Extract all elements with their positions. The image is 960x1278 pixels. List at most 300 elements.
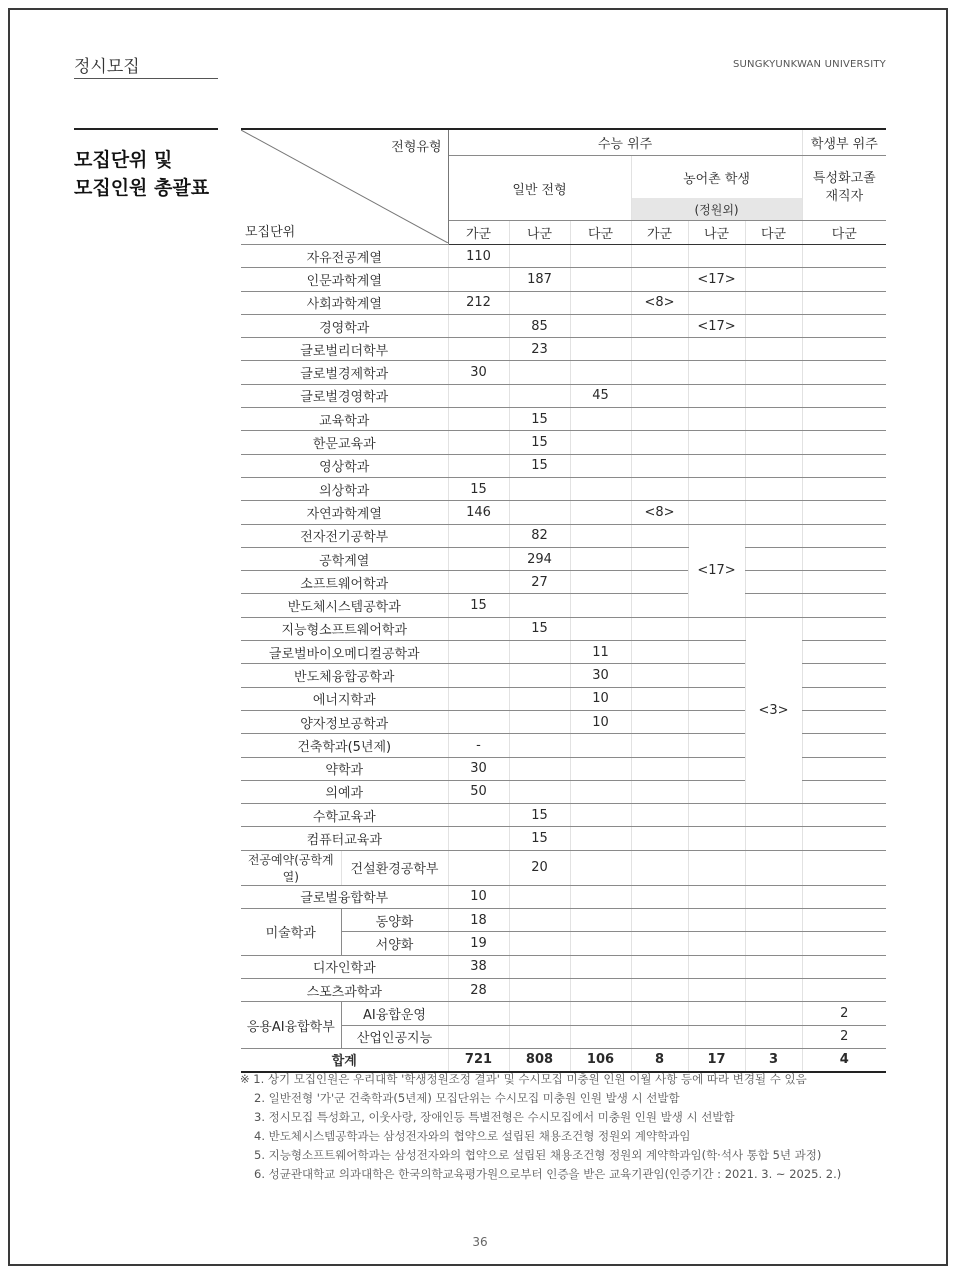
cell-general-na xyxy=(509,291,570,314)
cell-general-na xyxy=(509,978,570,1001)
total-rural-da: 3 xyxy=(745,1048,802,1072)
cell-rural-na xyxy=(688,804,745,827)
unit-name: 컴퓨터교육과 xyxy=(241,827,448,850)
cell-special-da xyxy=(802,780,886,803)
cell-general-na: 15 xyxy=(509,454,570,477)
university-name: SUNGKYUNKWAN UNIVERSITY xyxy=(732,59,886,70)
cell-general-ga: 38 xyxy=(448,955,509,978)
corner-type-label: 전형유형 xyxy=(391,140,442,155)
cell-general-na: 15 xyxy=(509,408,570,431)
cell-general-da xyxy=(570,477,631,500)
cell-rural-ga xyxy=(631,245,688,268)
cell-rural-da xyxy=(745,1025,802,1048)
cell-general-ga xyxy=(448,664,509,687)
unit-name: 수학교육과 xyxy=(241,804,448,827)
title-rule xyxy=(74,128,218,130)
cell-rural-ga xyxy=(631,734,688,757)
cell-rural-da xyxy=(745,477,802,500)
cell-general-da xyxy=(570,955,631,978)
cell-general-na xyxy=(509,734,570,757)
cell-special-da xyxy=(802,885,886,908)
cell-special-da xyxy=(802,245,886,268)
cell-general-ga xyxy=(448,710,509,733)
note-2: 2. 일반전형 '가'군 건축학과(5년제) 모집단위는 수시모집 미충원 인원 발생 시 선발함 xyxy=(254,1091,680,1105)
cell-general-da: 10 xyxy=(570,710,631,733)
cell-special-da xyxy=(802,408,886,431)
table-row xyxy=(241,547,886,570)
cell-general-na xyxy=(509,1025,570,1048)
table-row xyxy=(241,431,886,454)
unit-name: 사회과학계열 xyxy=(241,291,448,314)
table-row xyxy=(241,477,886,500)
cell-general-ga xyxy=(448,827,509,850)
page-number: 36 xyxy=(472,1235,488,1249)
cell-general-na xyxy=(509,664,570,687)
cell-general-da xyxy=(570,617,631,640)
unit-name: 글로벌경영학과 xyxy=(241,384,448,407)
cell-rural-ga xyxy=(631,909,688,932)
cell-rural-da xyxy=(745,384,802,407)
cell-general-ga xyxy=(448,804,509,827)
note-1: ※ 1. 상기 모집인원은 우리대학 '학생정원조정 결과' 및 수시모집 미충원 인원 이월 사항 등에 따라 변경될 수 있음 xyxy=(240,1072,807,1086)
cell-general-ga xyxy=(448,408,509,431)
cell-special-da xyxy=(802,710,886,733)
cell-general-na xyxy=(509,710,570,733)
cell-general-ga: 146 xyxy=(448,501,509,524)
cell-rural-ga xyxy=(631,408,688,431)
cell-general-ga: 30 xyxy=(448,361,509,384)
unit-sub-name: AI융합운영 xyxy=(341,1002,448,1025)
cell-general-da xyxy=(570,1002,631,1025)
unit-name: 글로벌리더학부 xyxy=(241,338,448,361)
cell-general-da xyxy=(570,827,631,850)
cell-general-na xyxy=(509,885,570,908)
cell-special-da xyxy=(802,804,886,827)
cell-special-da xyxy=(802,384,886,407)
cell-general-na: 15 xyxy=(509,617,570,640)
cell-general-da xyxy=(570,245,631,268)
col-general-ga: 가군 xyxy=(448,221,509,245)
cell-general-da xyxy=(570,454,631,477)
cell-general-ga xyxy=(448,571,509,594)
cell-rural-na xyxy=(688,710,745,733)
cell-special-da xyxy=(802,571,886,594)
cell-special-da xyxy=(802,978,886,1001)
cell-rural-da xyxy=(745,827,802,850)
cell-general-ga xyxy=(448,384,509,407)
cell-rural-ga xyxy=(631,547,688,570)
cell-rural-da xyxy=(745,1002,802,1025)
cell-general-ga xyxy=(448,1025,509,1048)
general-header: 일반 전형 xyxy=(448,156,631,221)
cell-general-ga: 30 xyxy=(448,757,509,780)
cell-rural-ga xyxy=(631,978,688,1001)
cell-rural-na xyxy=(688,361,745,384)
cell-general-na: 187 xyxy=(509,268,570,291)
cell-rural-da xyxy=(745,431,802,454)
cell-general-na xyxy=(509,594,570,617)
table-row xyxy=(241,501,886,524)
cell-rural-na: <17> xyxy=(688,524,745,617)
unit-sub-name: 동양화 xyxy=(341,909,448,932)
unit-name: 반도체융합공학과 xyxy=(241,664,448,687)
cell-special-da xyxy=(802,547,886,570)
cell-general-na xyxy=(509,757,570,780)
page-title xyxy=(74,146,234,202)
total-label: 합계 xyxy=(241,1048,448,1072)
cell-rural-na xyxy=(688,617,745,640)
cell-rural-na xyxy=(688,757,745,780)
cell-general-da xyxy=(570,909,631,932)
unit-name-group: 전공예약(공학계열) xyxy=(241,850,341,885)
total-rural-ga: 8 xyxy=(631,1048,688,1072)
unit-group-name: 응용AI융합학부 xyxy=(241,1002,341,1049)
cell-rural-ga xyxy=(631,955,688,978)
cell-general-na xyxy=(509,780,570,803)
cell-general-na xyxy=(509,245,570,268)
cell-rural-da xyxy=(745,850,802,885)
unit-name: 건축학과(5년제) xyxy=(241,734,448,757)
cell-general-da xyxy=(570,734,631,757)
cell-rural-ga xyxy=(631,1025,688,1048)
cell-rural-na xyxy=(688,291,745,314)
cell-general-da xyxy=(570,780,631,803)
cell-general-ga: 15 xyxy=(448,594,509,617)
cell-rural-ga xyxy=(631,932,688,955)
unit-name: 에너지학과 xyxy=(241,687,448,710)
cell-general-da xyxy=(570,885,631,908)
cell-special-da xyxy=(802,664,886,687)
cell-general-da xyxy=(570,361,631,384)
cell-rural-na xyxy=(688,978,745,1001)
cell-general-ga xyxy=(448,547,509,570)
cell-rural-da xyxy=(745,932,802,955)
cell-special-da xyxy=(802,955,886,978)
cell-rural-da xyxy=(745,245,802,268)
group-csat-header: 수능 위주 xyxy=(448,129,802,156)
total-general-da: 106 xyxy=(570,1048,631,1072)
cell-special-da xyxy=(802,268,886,291)
cell-general-ga xyxy=(448,338,509,361)
table-row xyxy=(241,361,886,384)
cell-rural-ga xyxy=(631,885,688,908)
cell-general-da xyxy=(570,501,631,524)
table-row xyxy=(241,408,886,431)
cell-rural-na xyxy=(688,664,745,687)
cell-general-da xyxy=(570,850,631,885)
table-row xyxy=(241,268,886,291)
unit-name: 글로벌바이오메디컬공학과 xyxy=(241,641,448,664)
cell-rural-da xyxy=(745,314,802,337)
cell-general-da xyxy=(570,314,631,337)
unit-name: 글로벌융합학부 xyxy=(241,885,448,908)
table-row xyxy=(241,338,886,361)
section-rule xyxy=(74,78,218,79)
cell-general-na xyxy=(509,477,570,500)
total-general-ga: 721 xyxy=(448,1048,509,1072)
cell-general-ga: 15 xyxy=(448,477,509,500)
table-row xyxy=(241,571,886,594)
cell-general-ga xyxy=(448,687,509,710)
table-row xyxy=(241,524,886,547)
cell-rural-da xyxy=(745,955,802,978)
total-general-na: 808 xyxy=(509,1048,570,1072)
cell-rural-da xyxy=(745,885,802,908)
cell-rural-ga xyxy=(631,338,688,361)
cell-general-da xyxy=(570,978,631,1001)
unit-name: 지능형소프트웨어학과 xyxy=(241,617,448,640)
cell-rural-da xyxy=(745,804,802,827)
unit-name: 의예과 xyxy=(241,780,448,803)
unit-group-name: 미술학과 xyxy=(241,909,341,956)
cell-rural-na xyxy=(688,1002,745,1025)
col-rural-ga: 가군 xyxy=(631,221,688,245)
cell-general-ga xyxy=(448,454,509,477)
cell-general-na: 23 xyxy=(509,338,570,361)
cell-general-da: 30 xyxy=(570,664,631,687)
cell-special-da xyxy=(802,314,886,337)
cell-general-da xyxy=(570,547,631,570)
cell-rural-na: <17> xyxy=(688,314,745,337)
cell-general-da: 10 xyxy=(570,687,631,710)
cell-general-da xyxy=(570,291,631,314)
table-row xyxy=(241,909,886,932)
cell-rural-ga xyxy=(631,384,688,407)
col-rural-na: 나군 xyxy=(688,221,745,245)
cell-rural-ga xyxy=(631,804,688,827)
cell-rural-ga xyxy=(631,687,688,710)
cell-general-ga: 18 xyxy=(448,909,509,932)
cell-rural-da xyxy=(745,909,802,932)
cell-rural-da xyxy=(745,501,802,524)
cell-rural-na xyxy=(688,477,745,500)
note-3: 3. 정시모집 특성화고, 이웃사랑, 장애인등 특별전형은 수시모집에서 미충원 인원 발생 시 선발함 xyxy=(254,1110,735,1124)
unit-name: 디자인학과 xyxy=(241,955,448,978)
cell-rural-na xyxy=(688,431,745,454)
cell-special-da xyxy=(802,291,886,314)
cell-rural-ga xyxy=(631,361,688,384)
table-row xyxy=(241,384,886,407)
cell-rural-ga xyxy=(631,524,688,547)
cell-general-na xyxy=(509,909,570,932)
cell-rural-da xyxy=(745,361,802,384)
cell-special-da xyxy=(802,454,886,477)
cell-rural-ga xyxy=(631,454,688,477)
cell-rural-na xyxy=(688,850,745,885)
cell-rural-ga xyxy=(631,641,688,664)
unit-name-sub: 건설환경공학부 xyxy=(341,850,448,885)
table-row xyxy=(241,1002,886,1025)
cell-rural-ga: <8> xyxy=(631,291,688,314)
unit-name: 글로벌경제학과 xyxy=(241,361,448,384)
cell-rural-na xyxy=(688,408,745,431)
cell-general-da xyxy=(570,338,631,361)
cell-rural-ga xyxy=(631,477,688,500)
cell-special-da xyxy=(802,850,886,885)
cell-special-da xyxy=(802,524,886,547)
unit-name: 약학과 xyxy=(241,757,448,780)
header-corner xyxy=(241,129,448,245)
cell-special-da: 2 xyxy=(802,1025,886,1048)
table-row xyxy=(241,885,886,908)
cell-general-na: 294 xyxy=(509,547,570,570)
table-row xyxy=(241,827,886,850)
notes xyxy=(240,1070,841,1184)
unit-name: 공학계열 xyxy=(241,547,448,570)
col-rural-da: 다군 xyxy=(745,221,802,245)
unit-name: 경영학과 xyxy=(241,314,448,337)
cell-general-ga xyxy=(448,431,509,454)
unit-name: 스포츠과학과 xyxy=(241,978,448,1001)
cell-general-na xyxy=(509,641,570,664)
cell-special-da xyxy=(802,361,886,384)
cell-special-da xyxy=(802,617,886,640)
cell-general-ga xyxy=(448,617,509,640)
cell-rural-na xyxy=(688,1025,745,1048)
cell-special-da xyxy=(802,594,886,617)
cell-general-ga: 28 xyxy=(448,978,509,1001)
col-general-da: 다군 xyxy=(570,221,631,245)
cell-special-da xyxy=(802,338,886,361)
cell-rural-ga xyxy=(631,571,688,594)
cell-rural-ga xyxy=(631,594,688,617)
page-title-line-2: 모집인원 총괄표 xyxy=(74,177,210,199)
unit-name: 자유전공계열 xyxy=(241,245,448,268)
total-rural-na: 17 xyxy=(688,1048,745,1072)
cell-general-na: 15 xyxy=(509,827,570,850)
cell-general-na: 85 xyxy=(509,314,570,337)
table-row xyxy=(241,594,886,617)
cell-rural-na xyxy=(688,687,745,710)
rural-header: 농어촌 학생 xyxy=(631,156,802,199)
cell-special-da xyxy=(802,431,886,454)
recruitment-summary-table xyxy=(241,128,886,1073)
cell-general-ga: 10 xyxy=(448,885,509,908)
cell-general-ga: - xyxy=(448,734,509,757)
cell-rural-da xyxy=(745,338,802,361)
table-row xyxy=(241,454,886,477)
col-special-da: 다군 xyxy=(802,221,886,245)
corner-unit-label: 모집단위 xyxy=(245,225,296,240)
cell-rural-na: <17> xyxy=(688,268,745,291)
cell-rural-na xyxy=(688,501,745,524)
cell-general-ga: 50 xyxy=(448,780,509,803)
cell-rural-na xyxy=(688,885,745,908)
group-student-header: 학생부 위주 xyxy=(802,129,886,156)
unit-name: 자연과학계열 xyxy=(241,501,448,524)
special-header: 특성화고졸 재직자 xyxy=(802,156,886,221)
cell-general-na xyxy=(509,932,570,955)
cell-general-da: 45 xyxy=(570,384,631,407)
cell-rural-na xyxy=(688,384,745,407)
table-row xyxy=(241,617,886,640)
cell-general-ga: 212 xyxy=(448,291,509,314)
cell-rural-da xyxy=(745,594,802,617)
table-row xyxy=(241,245,886,268)
unit-name: 반도체시스템공학과 xyxy=(241,594,448,617)
cell-general-da xyxy=(570,1025,631,1048)
cell-special-da xyxy=(802,734,886,757)
cell-rural-ga xyxy=(631,780,688,803)
cell-rural-na xyxy=(688,454,745,477)
cell-general-ga: 19 xyxy=(448,932,509,955)
table-row xyxy=(241,291,886,314)
cell-general-na: 82 xyxy=(509,524,570,547)
cell-special-da xyxy=(802,909,886,932)
unit-name: 인문과학계열 xyxy=(241,268,448,291)
note-6: 6. 성균관대학교 의과대학은 한국의학교육평가원으로부터 인증을 받은 교육기관임(인증기간 : 2021. 3. ~ 2025. 2.) xyxy=(254,1167,842,1181)
cell-rural-na xyxy=(688,780,745,803)
cell-rural-da xyxy=(745,978,802,1001)
cell-rural-da: <3> xyxy=(745,617,802,803)
cell-special-da xyxy=(802,641,886,664)
cell-general-na: 15 xyxy=(509,431,570,454)
unit-name: 영상학과 xyxy=(241,454,448,477)
table-row xyxy=(241,978,886,1001)
section-label: 정시모집 xyxy=(74,57,140,77)
cell-general-da xyxy=(570,408,631,431)
cell-general-da xyxy=(570,804,631,827)
cell-general-ga xyxy=(448,850,509,885)
cell-rural-da xyxy=(745,454,802,477)
cell-rural-ga: <8> xyxy=(631,501,688,524)
cell-rural-na xyxy=(688,909,745,932)
page-title-line-1: 모집단위 및 xyxy=(74,149,173,171)
table-row xyxy=(241,850,886,885)
cell-rural-ga xyxy=(631,431,688,454)
cell-general-da xyxy=(570,932,631,955)
cell-rural-da xyxy=(745,291,802,314)
table-row xyxy=(241,804,886,827)
cell-rural-da xyxy=(745,268,802,291)
cell-rural-ga xyxy=(631,827,688,850)
cell-rural-na xyxy=(688,641,745,664)
cell-general-na xyxy=(509,687,570,710)
cell-general-da: 11 xyxy=(570,641,631,664)
note-4: 4. 반도체시스템공학과는 삼성전자와의 협약으로 설립된 채용조건형 정원외 계약학과임 xyxy=(254,1129,691,1143)
cell-rural-na xyxy=(688,827,745,850)
cell-general-da xyxy=(570,524,631,547)
unit-name: 교육학과 xyxy=(241,408,448,431)
total-row xyxy=(241,1048,886,1072)
cell-general-na xyxy=(509,501,570,524)
cell-general-da xyxy=(570,757,631,780)
total-special-da: 4 xyxy=(802,1048,886,1072)
cell-rural-na xyxy=(688,955,745,978)
unit-sub-name: 서양화 xyxy=(341,932,448,955)
unit-sub-name: 산업인공지능 xyxy=(341,1025,448,1048)
cell-general-na xyxy=(509,955,570,978)
cell-special-da xyxy=(802,827,886,850)
cell-rural-ga xyxy=(631,1002,688,1025)
cell-general-da xyxy=(570,431,631,454)
cell-general-na xyxy=(509,361,570,384)
cell-rural-ga xyxy=(631,268,688,291)
cell-special-da xyxy=(802,501,886,524)
cell-rural-na xyxy=(688,338,745,361)
note-5: 5. 지능형소프트웨어학과는 삼성전자와의 협약으로 설립된 채용조건형 정원외 계약학과임(학·석사 통합 5년 과정) xyxy=(254,1148,822,1162)
table-row xyxy=(241,955,886,978)
cell-rural-ga xyxy=(631,617,688,640)
cell-general-ga xyxy=(448,524,509,547)
col-general-na: 나군 xyxy=(509,221,570,245)
cell-special-da: 2 xyxy=(802,1002,886,1025)
cell-general-na: 15 xyxy=(509,804,570,827)
unit-name: 양자정보공학과 xyxy=(241,710,448,733)
cell-general-na xyxy=(509,1002,570,1025)
cell-general-da xyxy=(570,571,631,594)
unit-name: 한문교육과 xyxy=(241,431,448,454)
